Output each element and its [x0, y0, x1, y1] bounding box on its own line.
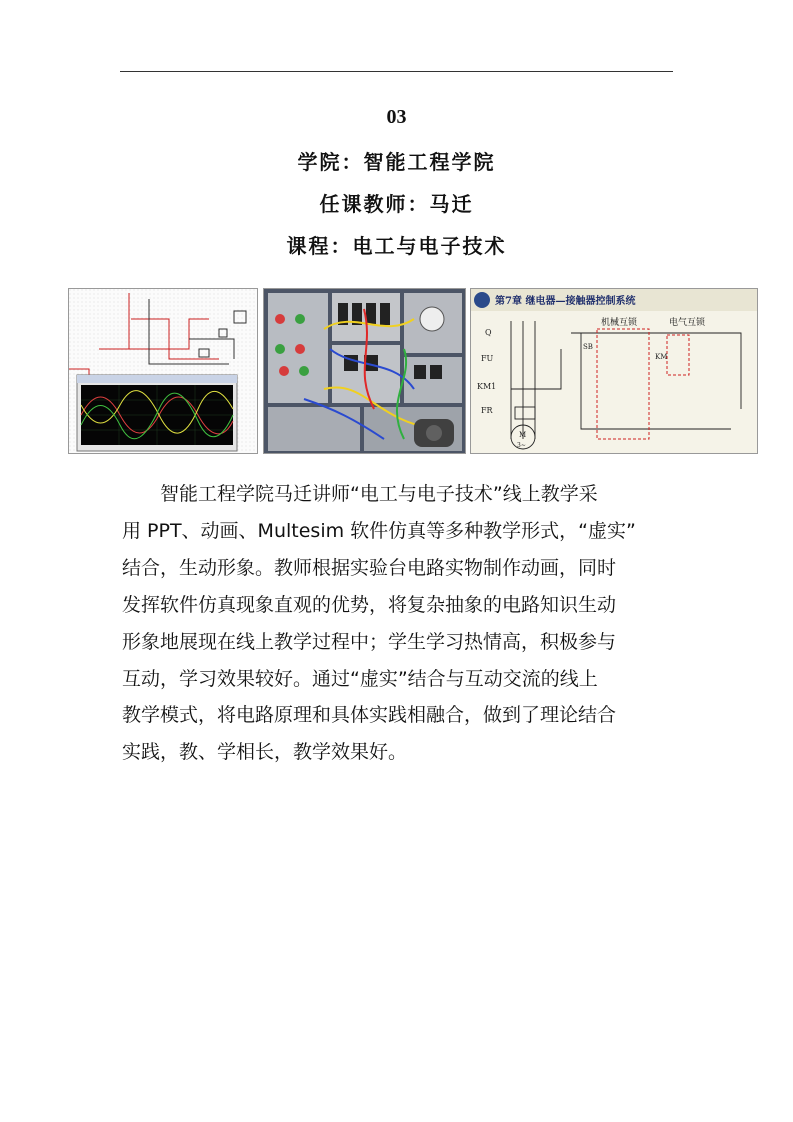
body-line: 智能工程学院马迁讲师“电工与电子技术”线上教学采	[160, 483, 598, 505]
teacher-heading: 任课教师：马迁	[319, 192, 474, 216]
label-3ph: 3~	[517, 442, 526, 449]
body-paragraph	[122, 476, 682, 771]
label-electrical: 电气互锁	[669, 318, 706, 328]
label-km: KM	[655, 353, 668, 361]
body-line: 实践，教、学相长，教学效果好。	[122, 741, 408, 764]
body-line: 形象地展现在线上教学过程中；学生学习热情高，积极参与	[122, 630, 617, 653]
lab-bench-photo	[263, 288, 466, 454]
body-line: 教学模式，将电路原理和具体实践相融合，做到了理论结合	[122, 704, 617, 727]
label-fu: FU	[481, 354, 494, 363]
label-mechanical: 机械互锁	[601, 318, 638, 328]
label-sb: SB	[583, 343, 593, 351]
body-line: 用 PPT、动画、Multesim 软件仿真等多种教学形式，“虚实”	[122, 519, 636, 542]
header-rule	[120, 71, 673, 72]
college-heading: 学院：智能工程学院	[297, 150, 496, 174]
slide-title: 第7章 继电器—接触器控制系统	[495, 296, 636, 307]
body-line: 发挥软件仿真现象直观的优势，将复杂抽象的电路知识生动	[122, 593, 617, 616]
lecture-slide	[470, 288, 758, 454]
body-line: 结合，生动形象。教师根据实验台电路实物制作动画，同时	[122, 556, 617, 579]
label-km1: KM1	[477, 382, 497, 391]
body-line: 互动，学习效果较好。通过“虚实”结合与互动交流的线上	[122, 667, 598, 690]
section-number: 03	[386, 106, 407, 128]
label-m: M	[519, 431, 527, 439]
simulation-screenshot	[68, 288, 258, 454]
label-q: Q	[485, 328, 492, 337]
label-fr: FR	[481, 406, 493, 415]
course-heading: 课程：电工与电子技术	[286, 234, 507, 258]
